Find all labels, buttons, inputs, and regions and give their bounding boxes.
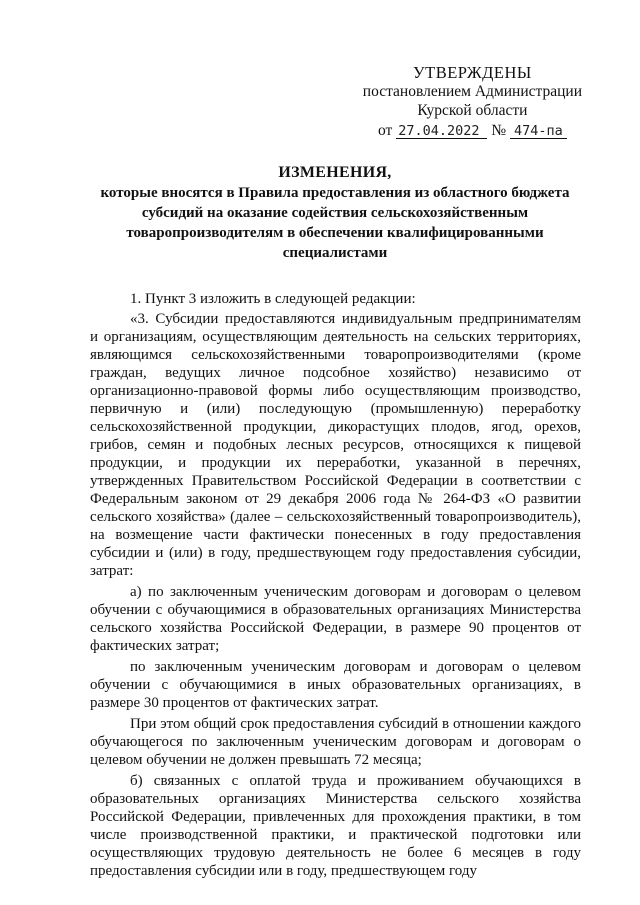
paragraph: При этом общий срок предоставления субсидий в отношении каждого обучающегося по заключенным ученическим договорам и договорам о целевом обучении не должен превышать 72 месяца; — [90, 716, 581, 768]
paragraph: по заключенным ученическим договорам и договорам о целевом обучении с обучающимися в иных образовательных организациях, в размере 30 процентов от фактических затрат. — [90, 659, 581, 711]
document-heading — [90, 163, 580, 263]
paragraph: 1. Пункт 3 изложить в следующей редакции: — [130, 291, 416, 307]
date-prefix: от — [377, 122, 393, 139]
heading-subtitle: которые вносятся в Правила предоставления из областного бюджета субсидий на оказание содействия сельскохозяйственным товаропроизводителям в обеспечении квалифицированными специалистами — [100, 185, 570, 261]
document-body — [90, 290, 581, 883]
heading-title: ИЗМЕНЕНИЯ, — [278, 164, 392, 181]
approval-date-number-line — [363, 121, 582, 140]
approval-title: УТВЕРЖДЕНЫ — [412, 63, 532, 82]
paragraph: б) связанных с оплатой труда и проживанием обучающихся в образовательных организациях Министерства сельского хозяйства Российской Федерации, привлеченных для прохождения практики, в том числе производственной практики, и практической подготовки или осуществляющих трудовую деятельность не более 6 месяцев в году предоставления субсидии или в году, предшествующем году — [90, 773, 581, 879]
approval-date: 27.04.2022 — [396, 124, 487, 139]
approval-line-1: постановлением Администрации — [362, 83, 582, 100]
number-prefix: № — [491, 122, 507, 139]
paragraph: а) по заключенным ученическим договорам и договорам о целевом обучении с обучающимися в образовательных организациях Министерства сельского хозяйства Российской Федерации, в размере 90 процентов от фактических затрат; — [90, 584, 581, 654]
paragraph: «3. Субсидии предоставляются индивидуальным предпринимателям и организациям, осуществляющим деятельность на сельских территориях, являющимся сельскохозяйственными товаропроизводителями (кроме граждан, ведущих личное подсобное хозяйство) независимо от организационно-правовой формы либо осуществляющим производство, первичную и (или) последующую (промышленную) переработку сельскохозяйственной продукции, дикорастущих плодов, ягод, орехов, грибов, семян и подобных лесных ресурсов, относящихся к пищевой продукции, и продукции их переработки, указанной в перечнях, утвержденных Правительством Российской Федерации в соответствии с Федеральным законом от 29 декабря 2006 года № 264-ФЗ «О развитии сельского хозяйства» (далее – сельскохозяйственный товаропроизводитель), на возмещение части фактически понесенных в году предоставления субсидии и (или) в году, предшествующем году предоставления субсидии, затрат: — [90, 311, 581, 579]
approval-number: 474-па — [510, 124, 567, 139]
approval-line-2: Курской области — [417, 102, 528, 119]
approval-stamp — [363, 63, 582, 140]
